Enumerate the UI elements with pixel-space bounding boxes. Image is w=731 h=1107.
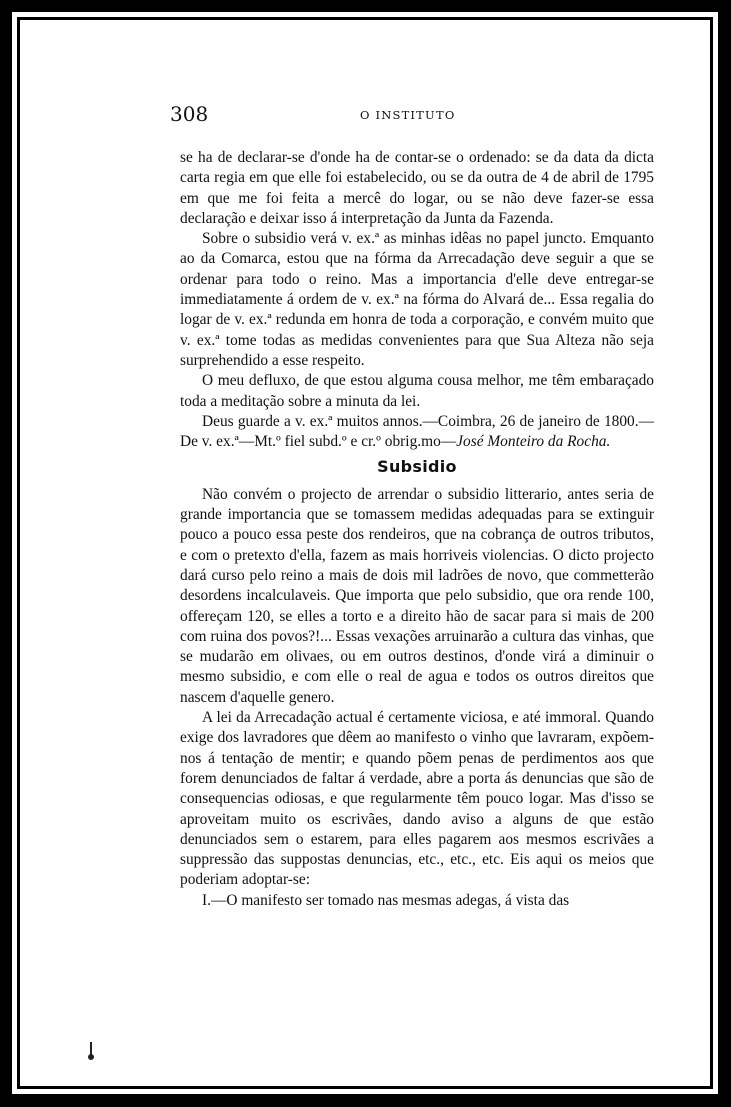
section-title: Subsidio xyxy=(377,457,457,477)
margin-mark-dot xyxy=(88,1054,94,1060)
closing-text: Deus guarde a v. ex.ª muitos annos.—Coimbra, 26 de janeiro de 1800.—De v. ex.ª—Mt.º fiel subd.º e cr.º obrig.mo— xyxy=(180,412,654,451)
book-page xyxy=(12,12,718,1094)
signature: José Monteiro da Rocha. xyxy=(456,433,611,451)
body-text xyxy=(180,148,654,911)
letter-paragraph: O meu defluxo, de que estou alguma cousa melhor, me têm embaraçado toda a meditação sobre a minuta da lei. xyxy=(180,372,654,410)
letter-closing xyxy=(180,412,654,453)
subsidio-paragraph: A lei da Arrecadação actual é certamente viciosa, e até immoral. Quando exige dos lavradores que dêem ao manifesto o vinho que lavraram, expõem-nos á tentação de mentir; e quando põem penas de perdimentos aos que forem denunciados de faltar á verdade, abre a porta ás denuncias que são de consequencias odiosas, e que regularmente têm pouco logar. Mas d'isso se aproveitam muito os escrivães, dando aviso a alguns de que estão denunciados sem o estarem, para elles pagarem aos mesmos escrivães a suppressão das suppostas denuncias, etc., etc., etc. Eis aqui os meios que poderiam adoptar-se: xyxy=(180,709,654,889)
running-head: O INSTITUTO xyxy=(360,108,456,122)
subsidio-paragraph: Não convém o projecto de arrendar o subsidio litterario, antes seria de grande importancia que se tomassem medidas adequadas para se extinguir pouco a pouco essa peste dos rendeiros, que na cobrança de outros tributos, e com o pretexto d'ella, fazem as mais horriveis violencias. O dicto projecto dará curso pelo reino a mais de dois mil ladrões de novo, que commetterão desordens incalculaveis. Que importa que pelo subsidio, que ora rende 100, offereçam 120, se elles a torto e a direito hão de sacar para si mais de 200 com ruina dos povos?!... Essas vexações arruinarão a cultura das vinhas, que se mudarão em olivaes, ou em outros destinos, d'onde virá a diminuir o mesmo subsidio, e com elle o real de agua e todos os outros direitos que nascem d'aquelle genero. xyxy=(180,485,654,706)
letter-paragraph: se ha de declarar-se d'onde ha de contar-se o ordenado: se da data da dicta carta regia em que elle foi estabelecido, ou se da outra de 4 de abril de 1795 em que me foi feita a mercê do logar, ou se não deve fazer-se essa declaração e deixar isso á interpretação da Junta da Fazenda. xyxy=(180,149,654,227)
letter-paragraph: Sobre o subsidio verá v. ex.ª as minhas idêas no papel juncto. Emquanto ao da Comarca, estou que na fórma da Arrecadação deve seguir a que se ordenar para todo o reino. Mas a importancia d'elle deve entregar-se immediatamente á ordem de v. ex.ª na fórma do Alvará de... Essa regalia do logar de v. ex.ª redunda em honra de toda a corporação, e convém muito que v. ex.ª tome todas as medidas convenientes para que Sua Alteza não seja surprehendido a esse respeito. xyxy=(180,230,654,369)
page-number: 308 xyxy=(170,102,209,126)
subsidio-paragraph: I.—O manifesto ser tomado nas mesmas adegas, á vista das xyxy=(202,891,570,909)
